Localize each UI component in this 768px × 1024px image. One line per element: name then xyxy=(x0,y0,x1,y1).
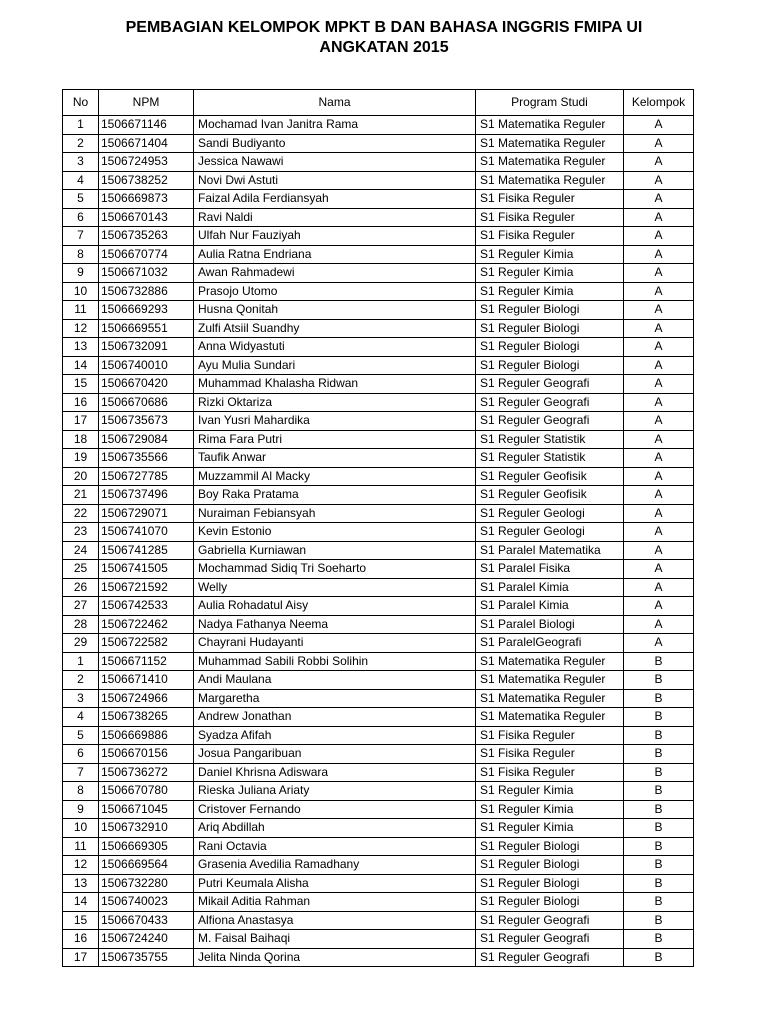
cell-program-studi: S1 Reguler Geologi xyxy=(476,504,624,523)
cell-no: 11 xyxy=(63,301,99,320)
cell-npm: 1506671152 xyxy=(99,652,194,671)
cell-program-studi: S1 Reguler Kimia xyxy=(476,782,624,801)
cell-nama: Husna Qonitah xyxy=(194,301,476,320)
cell-no: 19 xyxy=(63,449,99,468)
cell-program-studi: S1 Reguler Statistik xyxy=(476,430,624,449)
cell-npm: 1506729071 xyxy=(99,504,194,523)
cell-kelompok: A xyxy=(624,412,694,431)
cell-nama: Aulia Rohadatul Aisy xyxy=(194,597,476,616)
header-nama: Nama xyxy=(194,90,476,116)
cell-kelompok: B xyxy=(624,856,694,875)
table-row xyxy=(63,393,694,412)
cell-nama: Taufik Anwar xyxy=(194,449,476,468)
cell-no: 4 xyxy=(63,708,99,727)
cell-kelompok: A xyxy=(624,449,694,468)
cell-kelompok: B xyxy=(624,652,694,671)
table-row xyxy=(63,597,694,616)
table-row xyxy=(63,856,694,875)
cell-npm: 1506721592 xyxy=(99,578,194,597)
header-no: No xyxy=(63,90,99,116)
cell-no: 22 xyxy=(63,504,99,523)
table-row xyxy=(63,301,694,320)
cell-kelompok: A xyxy=(624,356,694,375)
cell-no: 12 xyxy=(63,319,99,338)
cell-npm: 1506729084 xyxy=(99,430,194,449)
cell-kelompok: B xyxy=(624,671,694,690)
cell-nama: Ivan Yusri Mahardika xyxy=(194,412,476,431)
cell-npm: 1506670433 xyxy=(99,911,194,930)
cell-no: 23 xyxy=(63,523,99,542)
cell-kelompok: A xyxy=(624,190,694,209)
cell-npm: 1506735566 xyxy=(99,449,194,468)
cell-no: 7 xyxy=(63,227,99,246)
cell-kelompok: B xyxy=(624,874,694,893)
cell-nama: Daniel Khrisna Adiswara xyxy=(194,763,476,782)
cell-program-studi: S1 Reguler Geografi xyxy=(476,948,624,967)
cell-nama: Gabriella Kurniawan xyxy=(194,541,476,560)
cell-kelompok: A xyxy=(624,597,694,616)
table-row xyxy=(63,116,694,135)
table-row xyxy=(63,412,694,431)
cell-no: 21 xyxy=(63,486,99,505)
cell-no: 29 xyxy=(63,634,99,653)
table-row xyxy=(63,782,694,801)
cell-program-studi: S1 Fisika Reguler xyxy=(476,763,624,782)
cell-no: 4 xyxy=(63,171,99,190)
cell-npm: 1506671404 xyxy=(99,134,194,153)
cell-npm: 1506669886 xyxy=(99,726,194,745)
cell-no: 7 xyxy=(63,763,99,782)
cell-kelompok: A xyxy=(624,171,694,190)
cell-kelompok: B xyxy=(624,930,694,949)
cell-no: 24 xyxy=(63,541,99,560)
cell-kelompok: B xyxy=(624,745,694,764)
cell-program-studi: S1 Reguler Biologi xyxy=(476,319,624,338)
table-row xyxy=(63,171,694,190)
cell-program-studi: S1 Reguler Statistik xyxy=(476,449,624,468)
cell-npm: 1506722582 xyxy=(99,634,194,653)
cell-kelompok: A xyxy=(624,338,694,357)
cell-no: 9 xyxy=(63,264,99,283)
table-row xyxy=(63,375,694,394)
header-row xyxy=(63,90,694,116)
table-row xyxy=(63,486,694,505)
cell-npm: 1506727785 xyxy=(99,467,194,486)
cell-kelompok: A xyxy=(624,245,694,264)
cell-nama: Mikail Aditia Rahman xyxy=(194,893,476,912)
table-row xyxy=(63,671,694,690)
table-row xyxy=(63,911,694,930)
cell-kelompok: B xyxy=(624,782,694,801)
table-row xyxy=(63,874,694,893)
table-row xyxy=(63,356,694,375)
cell-program-studi: S1 Fisika Reguler xyxy=(476,726,624,745)
cell-npm: 1506669305 xyxy=(99,837,194,856)
cell-nama: Sandi Budiyanto xyxy=(194,134,476,153)
table-row xyxy=(63,467,694,486)
cell-kelompok: A xyxy=(624,227,694,246)
cell-program-studi: S1 Reguler Kimia xyxy=(476,800,624,819)
cell-nama: Kevin Estonio xyxy=(194,523,476,542)
cell-npm: 1506732886 xyxy=(99,282,194,301)
cell-no: 27 xyxy=(63,597,99,616)
cell-npm: 1506670420 xyxy=(99,375,194,394)
cell-program-studi: S1 Reguler Biologi xyxy=(476,837,624,856)
cell-kelompok: B xyxy=(624,763,694,782)
table-row xyxy=(63,227,694,246)
cell-npm: 1506669873 xyxy=(99,190,194,209)
cell-nama: Novi Dwi Astuti xyxy=(194,171,476,190)
cell-program-studi: S1 Reguler Kimia xyxy=(476,282,624,301)
table-row xyxy=(63,264,694,283)
cell-kelompok: B xyxy=(624,893,694,912)
cell-npm: 1506670780 xyxy=(99,782,194,801)
cell-kelompok: A xyxy=(624,523,694,542)
cell-nama: Ravi Naldi xyxy=(194,208,476,227)
cell-npm: 1506738252 xyxy=(99,171,194,190)
cell-no: 16 xyxy=(63,930,99,949)
cell-nama: Nadya Fathanya Neema xyxy=(194,615,476,634)
table-row xyxy=(63,153,694,172)
cell-program-studi: S1 Paralel Kimia xyxy=(476,578,624,597)
header-kelompok: Kelompok xyxy=(624,90,694,116)
document-title xyxy=(0,18,768,58)
table-row xyxy=(63,319,694,338)
cell-kelompok: A xyxy=(624,375,694,394)
cell-kelompok: A xyxy=(624,578,694,597)
cell-program-studi: S1 Reguler Geografi xyxy=(476,375,624,394)
cell-kelompok: A xyxy=(624,467,694,486)
cell-program-studi: S1 Reguler Geofisik xyxy=(476,486,624,505)
table-row xyxy=(63,689,694,708)
cell-no: 25 xyxy=(63,560,99,579)
cell-nama: M. Faisal Baihaqi xyxy=(194,930,476,949)
cell-npm: 1506724953 xyxy=(99,153,194,172)
cell-npm: 1506732910 xyxy=(99,819,194,838)
cell-kelompok: A xyxy=(624,615,694,634)
cell-program-studi: S1 Reguler Geologi xyxy=(476,523,624,542)
cell-npm: 1506724966 xyxy=(99,689,194,708)
cell-nama: Putri Keumala Alisha xyxy=(194,874,476,893)
cell-nama: Aulia Ratna Endriana xyxy=(194,245,476,264)
cell-no: 13 xyxy=(63,874,99,893)
cell-npm: 1506722462 xyxy=(99,615,194,634)
cell-program-studi: S1 ParalelGeografi xyxy=(476,634,624,653)
cell-no: 17 xyxy=(63,412,99,431)
cell-no: 8 xyxy=(63,782,99,801)
cell-program-studi: S1 Fisika Reguler xyxy=(476,227,624,246)
cell-kelompok: A xyxy=(624,319,694,338)
cell-kelompok: B xyxy=(624,819,694,838)
cell-kelompok: A xyxy=(624,430,694,449)
table-row xyxy=(63,893,694,912)
cell-no: 2 xyxy=(63,134,99,153)
cell-nama: Jelita Ninda Qorina xyxy=(194,948,476,967)
cell-kelompok: A xyxy=(624,301,694,320)
cell-nama: Alfiona Anastasya xyxy=(194,911,476,930)
cell-nama: Mochammad Sidiq Tri Soeharto xyxy=(194,560,476,579)
header-npm: NPM xyxy=(99,90,194,116)
table-row xyxy=(63,134,694,153)
cell-npm: 1506740023 xyxy=(99,893,194,912)
cell-program-studi: S1 Matematika Reguler xyxy=(476,671,624,690)
cell-nama: Rani Octavia xyxy=(194,837,476,856)
cell-program-studi: S1 Reguler Biologi xyxy=(476,856,624,875)
table-row xyxy=(63,523,694,542)
cell-nama: Ayu Mulia Sundari xyxy=(194,356,476,375)
cell-no: 6 xyxy=(63,745,99,764)
cell-program-studi: S1 Reguler Geografi xyxy=(476,393,624,412)
cell-program-studi: S1 Reguler Biologi xyxy=(476,301,624,320)
cell-nama: Chayrani Hudayanti xyxy=(194,634,476,653)
cell-nama: Josua Pangaribuan xyxy=(194,745,476,764)
cell-npm: 1506738265 xyxy=(99,708,194,727)
table-row xyxy=(63,745,694,764)
cell-no: 3 xyxy=(63,689,99,708)
table-row xyxy=(63,541,694,560)
cell-no: 15 xyxy=(63,375,99,394)
table-row xyxy=(63,578,694,597)
cell-program-studi: S1 Reguler Geografi xyxy=(476,930,624,949)
table-row xyxy=(63,634,694,653)
table-row xyxy=(63,763,694,782)
cell-program-studi: S1 Paralel Biologi xyxy=(476,615,624,634)
cell-no: 17 xyxy=(63,948,99,967)
cell-npm: 1506740010 xyxy=(99,356,194,375)
cell-kelompok: A xyxy=(624,153,694,172)
cell-npm: 1506670156 xyxy=(99,745,194,764)
cell-npm: 1506671045 xyxy=(99,800,194,819)
cell-program-studi: S1 Reguler Geofisik xyxy=(476,467,624,486)
cell-nama: Welly xyxy=(194,578,476,597)
cell-no: 14 xyxy=(63,356,99,375)
table-row xyxy=(63,615,694,634)
cell-npm: 1506671146 xyxy=(99,116,194,135)
cell-no: 1 xyxy=(63,116,99,135)
cell-npm: 1506737496 xyxy=(99,486,194,505)
table-row xyxy=(63,948,694,967)
table-row xyxy=(63,930,694,949)
cell-nama: Anna Widyastuti xyxy=(194,338,476,357)
table-row xyxy=(63,338,694,357)
cell-kelompok: B xyxy=(624,800,694,819)
cell-no: 10 xyxy=(63,819,99,838)
cell-nama: Ulfah Nur Fauziyah xyxy=(194,227,476,246)
cell-nama: Margaretha xyxy=(194,689,476,708)
table-row xyxy=(63,208,694,227)
cell-no: 20 xyxy=(63,467,99,486)
cell-program-studi: S1 Reguler Geografi xyxy=(476,412,624,431)
cell-nama: Cristover Fernando xyxy=(194,800,476,819)
cell-kelompok: B xyxy=(624,948,694,967)
cell-nama: Prasojo Utomo xyxy=(194,282,476,301)
cell-no: 8 xyxy=(63,245,99,264)
cell-program-studi: S1 Reguler Biologi xyxy=(476,893,624,912)
cell-program-studi: S1 Matematika Reguler xyxy=(476,134,624,153)
cell-npm: 1506669551 xyxy=(99,319,194,338)
header-program-studi: Program Studi xyxy=(476,90,624,116)
cell-nama: Jessica Nawawi xyxy=(194,153,476,172)
cell-nama: Mochamad Ivan Janitra Rama xyxy=(194,116,476,135)
cell-no: 12 xyxy=(63,856,99,875)
cell-no: 28 xyxy=(63,615,99,634)
cell-nama: Muhammad Khalasha Ridwan xyxy=(194,375,476,394)
cell-program-studi: S1 Fisika Reguler xyxy=(476,745,624,764)
cell-program-studi: S1 Matematika Reguler xyxy=(476,708,624,727)
cell-program-studi: S1 Matematika Reguler xyxy=(476,153,624,172)
table-row xyxy=(63,430,694,449)
table-row xyxy=(63,245,694,264)
cell-program-studi: S1 Matematika Reguler xyxy=(476,116,624,135)
cell-program-studi: S1 Reguler Biologi xyxy=(476,338,624,357)
group-table xyxy=(62,89,694,967)
table-row xyxy=(63,190,694,209)
cell-program-studi: S1 Matematika Reguler xyxy=(476,171,624,190)
table-row xyxy=(63,708,694,727)
cell-npm: 1506735755 xyxy=(99,948,194,967)
cell-kelompok: A xyxy=(624,541,694,560)
cell-no: 16 xyxy=(63,393,99,412)
cell-program-studi: S1 Fisika Reguler xyxy=(476,208,624,227)
cell-kelompok: A xyxy=(624,264,694,283)
cell-no: 10 xyxy=(63,282,99,301)
table-row xyxy=(63,800,694,819)
cell-no: 13 xyxy=(63,338,99,357)
cell-npm: 1506724240 xyxy=(99,930,194,949)
cell-nama: Syadza Afifah xyxy=(194,726,476,745)
cell-kelompok: A xyxy=(624,504,694,523)
cell-nama: Andi Maulana xyxy=(194,671,476,690)
cell-no: 2 xyxy=(63,671,99,690)
cell-no: 26 xyxy=(63,578,99,597)
cell-kelompok: B xyxy=(624,726,694,745)
cell-kelompok: A xyxy=(624,560,694,579)
table-row xyxy=(63,560,694,579)
cell-kelompok: A xyxy=(624,134,694,153)
cell-npm: 1506735673 xyxy=(99,412,194,431)
cell-no: 9 xyxy=(63,800,99,819)
cell-nama: Andrew Jonathan xyxy=(194,708,476,727)
cell-no: 3 xyxy=(63,153,99,172)
cell-kelompok: A xyxy=(624,393,694,412)
table-row xyxy=(63,652,694,671)
table-row xyxy=(63,449,694,468)
cell-program-studi: S1 Matematika Reguler xyxy=(476,689,624,708)
cell-no: 5 xyxy=(63,190,99,209)
cell-nama: Awan Rahmadewi xyxy=(194,264,476,283)
cell-program-studi: S1 Reguler Kimia xyxy=(476,245,624,264)
title-line-2: ANGKATAN 2015 xyxy=(319,39,449,56)
cell-no: 14 xyxy=(63,893,99,912)
cell-no: 18 xyxy=(63,430,99,449)
cell-npm: 1506741285 xyxy=(99,541,194,560)
cell-program-studi: S1 Fisika Reguler xyxy=(476,190,624,209)
cell-program-studi: S1 Reguler Geografi xyxy=(476,911,624,930)
cell-kelompok: B xyxy=(624,689,694,708)
table-row xyxy=(63,837,694,856)
cell-nama: Ariq Abdillah xyxy=(194,819,476,838)
cell-nama: Nuraiman Febiansyah xyxy=(194,504,476,523)
cell-nama: Rizki Oktariza xyxy=(194,393,476,412)
cell-npm: 1506732091 xyxy=(99,338,194,357)
cell-kelompok: B xyxy=(624,837,694,856)
table-row xyxy=(63,726,694,745)
cell-kelompok: A xyxy=(624,116,694,135)
cell-program-studi: S1 Reguler Biologi xyxy=(476,356,624,375)
cell-npm: 1506736272 xyxy=(99,763,194,782)
cell-npm: 1506735263 xyxy=(99,227,194,246)
cell-nama: Muhammad Sabili Robbi Solihin xyxy=(194,652,476,671)
cell-kelompok: B xyxy=(624,708,694,727)
cell-no: 11 xyxy=(63,837,99,856)
cell-nama: Rieska Juliana Ariaty xyxy=(194,782,476,801)
cell-npm: 1506741505 xyxy=(99,560,194,579)
title-line-1: PEMBAGIAN KELOMPOK MPKT B DAN BAHASA INGGRIS FMIPA UI xyxy=(125,19,643,36)
cell-program-studi: S1 Reguler Kimia xyxy=(476,819,624,838)
cell-npm: 1506741070 xyxy=(99,523,194,542)
cell-npm: 1506671032 xyxy=(99,264,194,283)
cell-kelompok: A xyxy=(624,282,694,301)
table-body xyxy=(63,116,694,967)
cell-program-studi: S1 Paralel Kimia xyxy=(476,597,624,616)
cell-program-studi: S1 Paralel Matematika xyxy=(476,541,624,560)
cell-program-studi: S1 Matematika Reguler xyxy=(476,652,624,671)
cell-kelompok: A xyxy=(624,208,694,227)
table-row xyxy=(63,819,694,838)
cell-program-studi: S1 Reguler Kimia xyxy=(476,264,624,283)
cell-npm: 1506732280 xyxy=(99,874,194,893)
table-row xyxy=(63,282,694,301)
cell-npm: 1506669564 xyxy=(99,856,194,875)
cell-npm: 1506742533 xyxy=(99,597,194,616)
cell-no: 5 xyxy=(63,726,99,745)
cell-nama: Boy Raka Pratama xyxy=(194,486,476,505)
cell-npm: 1506670143 xyxy=(99,208,194,227)
cell-nama: Rima Fara Putri xyxy=(194,430,476,449)
cell-kelompok: B xyxy=(624,911,694,930)
cell-nama: Muzzammil Al Macky xyxy=(194,467,476,486)
cell-nama: Grasenia Avedilia Ramadhany xyxy=(194,856,476,875)
table-row xyxy=(63,504,694,523)
cell-nama: Zulfi Atsiil Suandhy xyxy=(194,319,476,338)
cell-npm: 1506670686 xyxy=(99,393,194,412)
cell-no: 15 xyxy=(63,911,99,930)
cell-kelompok: A xyxy=(624,634,694,653)
cell-program-studi: S1 Paralel Fisika xyxy=(476,560,624,579)
cell-no: 6 xyxy=(63,208,99,227)
cell-kelompok: A xyxy=(624,486,694,505)
cell-program-studi: S1 Reguler Biologi xyxy=(476,874,624,893)
cell-no: 1 xyxy=(63,652,99,671)
cell-npm: 1506670774 xyxy=(99,245,194,264)
cell-nama: Faizal Adila Ferdiansyah xyxy=(194,190,476,209)
cell-npm: 1506669293 xyxy=(99,301,194,320)
cell-npm: 1506671410 xyxy=(99,671,194,690)
